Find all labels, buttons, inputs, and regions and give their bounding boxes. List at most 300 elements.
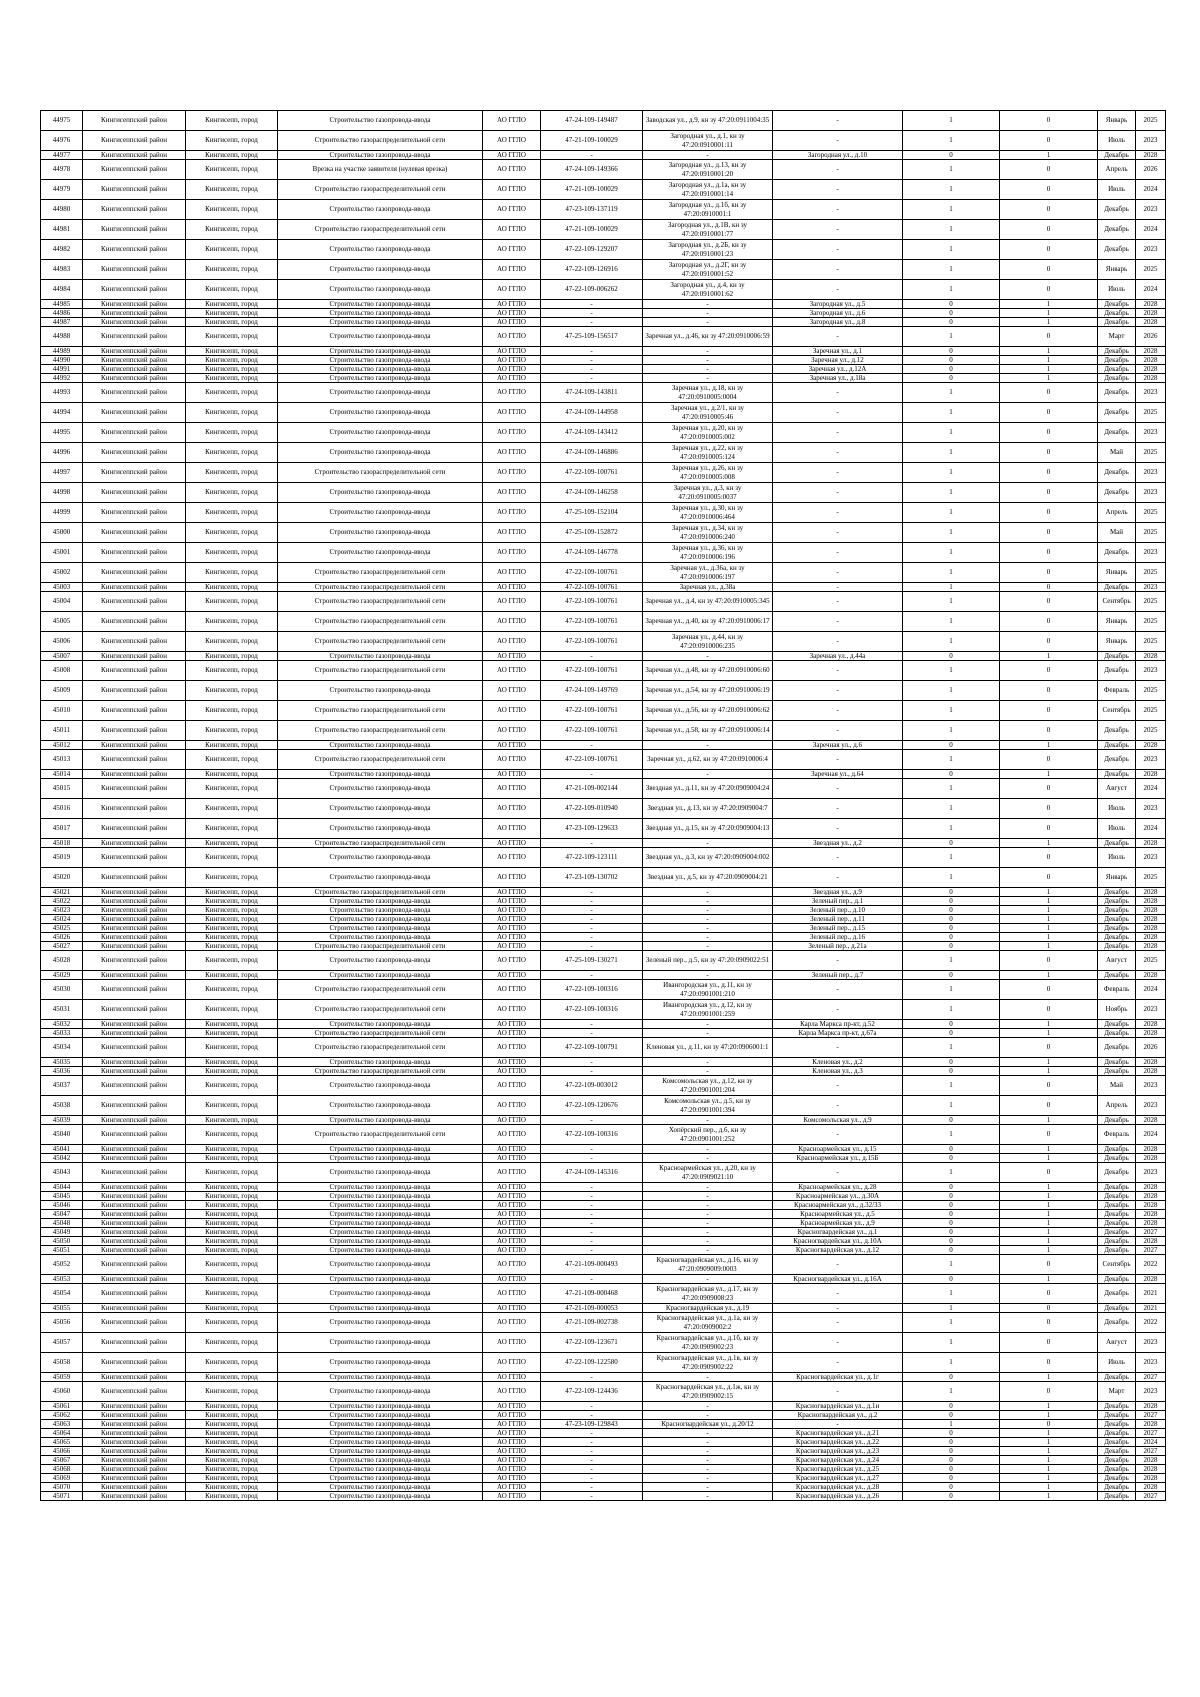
work-type-cell: Строительство газопровода-ввода [278,318,483,327]
month-cell: Сентябрь [1098,592,1136,612]
month-cell: Декабрь [1098,543,1136,563]
street-address-cell: - [773,200,903,220]
work-type-cell: Строительство газопровода-ввода [278,374,483,383]
cadastral-address-cell: Загородная ул., д.13, кн зу 47:20:0910001:20 [643,160,773,180]
work-type-cell: Строительство газораспределительной сети [278,131,483,151]
cadastral-address-cell: - [643,1465,773,1474]
row-number-cell: 45071 [41,1492,83,1501]
year-cell: 2025 [1136,563,1166,583]
cadastral-address-cell: - [643,741,773,750]
application-number-cell: 47-22-109-120676 [541,1096,643,1116]
row-number-cell: 44975 [41,111,83,131]
street-address-cell: - [773,848,903,868]
month-cell: Декабрь [1098,240,1136,260]
month-cell: Декабрь [1098,1210,1136,1219]
street-address-cell: - [773,681,903,701]
organization-cell: АО ГГЛО [483,980,541,1000]
count-1-cell: 0 [903,1020,1000,1029]
work-type-cell: Строительство газопровода-ввода [278,1313,483,1333]
work-type-cell: Строительство газопровода-ввода [278,383,483,403]
cadastral-address-cell: - [643,1402,773,1411]
organization-cell: АО ГГЛО [483,632,541,652]
cadastral-address-cell: Красногвардейская ул., д.16, кн зу 47:20:0909009:0003 [643,1255,773,1275]
count-2-cell: 1 [1000,309,1098,318]
organization-cell: АО ГГЛО [483,180,541,200]
count-2-cell: 0 [1000,280,1098,300]
settlement-cell: Кингисепп, город [186,318,278,327]
application-number-cell: 47-24-109-143412 [541,423,643,443]
month-cell: Декабрь [1098,839,1136,848]
district-cell: Кингисеппский район [83,463,186,483]
application-number-cell: - [541,770,643,779]
application-number-cell: - [541,915,643,924]
application-number-cell: 47-22-109-123671 [541,1333,643,1353]
cadastral-address-cell: Хопёрский пер., д.6, кн зу 47:20:0901001:252 [643,1125,773,1145]
work-type-cell: Строительство газопровода-ввода [278,1192,483,1201]
count-2-cell: 1 [1000,897,1098,906]
count-2-cell: 0 [1000,563,1098,583]
street-address-cell: Зеленый пер., д.16 [773,933,903,942]
application-number-cell: - [541,652,643,661]
application-number-cell: 47-22-109-100761 [541,612,643,632]
row-number-cell: 44990 [41,356,83,365]
cadastral-address-cell: - [643,1411,773,1420]
table-row [41,383,1166,403]
table-row [41,951,1166,971]
count-2-cell: 0 [1000,799,1098,819]
settlement-cell: Кингисепп, город [186,160,278,180]
work-type-cell: Строительство газопровода-ввода [278,1163,483,1183]
district-cell: Кингисеппский район [83,131,186,151]
street-address-cell: - [773,503,903,523]
street-address-cell: Зеленый пер., д.10 [773,906,903,915]
year-cell: 2027 [1136,1246,1166,1255]
month-cell: Июль [1098,819,1136,839]
work-type-cell: Строительство газопровода-ввода [278,443,483,463]
table-row [41,661,1166,681]
year-cell: 2027 [1136,1447,1166,1456]
month-cell: Декабрь [1098,897,1136,906]
row-number-cell: 45020 [41,868,83,888]
district-cell: Кингисеппский район [83,721,186,741]
application-number-cell: 47-22-109-124436 [541,1382,643,1402]
work-type-cell: Строительство газопровода-ввода [278,347,483,356]
count-2-cell: 0 [1000,403,1098,423]
application-number-cell: - [541,1447,643,1456]
month-cell: Декабрь [1098,1483,1136,1492]
year-cell: 2024 [1136,220,1166,240]
settlement-cell: Кингисепп, город [186,612,278,632]
count-1-cell: 1 [903,1038,1000,1058]
table-row [41,1275,1166,1284]
table-row [41,612,1166,632]
count-2-cell: 0 [1000,661,1098,681]
district-cell: Кингисеппский район [83,563,186,583]
settlement-cell: Кингисепп, город [186,799,278,819]
count-1-cell: 1 [903,160,1000,180]
settlement-cell: Кингисепп, город [186,327,278,347]
organization-cell: АО ГГЛО [483,300,541,309]
settlement-cell: Кингисепп, город [186,779,278,799]
count-2-cell: 1 [1000,151,1098,160]
row-number-cell: 45067 [41,1456,83,1465]
row-number-cell: 44992 [41,374,83,383]
year-cell: 2023 [1136,1333,1166,1353]
month-cell: Декабрь [1098,347,1136,356]
street-address-cell: - [773,1353,903,1373]
work-type-cell: Строительство газопровода-ввода [278,1465,483,1474]
table-row [41,543,1166,563]
cadastral-address-cell: - [643,356,773,365]
district-cell: Кингисеппский район [83,848,186,868]
district-cell: Кингисеппский район [83,1333,186,1353]
year-cell: 2023 [1136,848,1166,868]
month-cell: Январь [1098,632,1136,652]
count-2-cell: 1 [1000,1067,1098,1076]
district-cell: Кингисеппский район [83,839,186,848]
cadastral-address-cell: Загородная ул., д.1б, кн зу 47:20:0910001:1 [643,200,773,220]
district-cell: Кингисеппский район [83,327,186,347]
year-cell: 2025 [1136,592,1166,612]
count-1-cell: 0 [903,365,1000,374]
street-address-cell: Заречная ул., д.12 [773,356,903,365]
count-2-cell: 1 [1000,318,1098,327]
month-cell: Декабрь [1098,924,1136,933]
district-cell: Кингисеппский район [83,951,186,971]
year-cell: 2028 [1136,1029,1166,1038]
district-cell: Кингисеппский район [83,750,186,770]
work-type-cell: Строительство газопровода-ввода [278,652,483,661]
table-row [41,1038,1166,1058]
organization-cell: АО ГГЛО [483,1313,541,1333]
application-number-cell: 47-24-109-146258 [541,483,643,503]
table-row [41,151,1166,160]
district-cell: Кингисеппский район [83,1020,186,1029]
count-2-cell: 0 [1000,383,1098,403]
count-1-cell: 0 [903,1492,1000,1501]
row-number-cell: 44996 [41,443,83,463]
application-number-cell: 47-22-109-100761 [541,592,643,612]
year-cell: 2024 [1136,280,1166,300]
count-2-cell: 0 [1000,951,1098,971]
year-cell: 2025 [1136,503,1166,523]
month-cell: Декабрь [1098,423,1136,443]
work-type-cell: Строительство газопровода-ввода [278,1382,483,1402]
cadastral-address-cell: Звездная ул., д.5, кн зу 47:20:0909004:21 [643,868,773,888]
application-number-cell: 47-24-109-149487 [541,111,643,131]
cadastral-address-cell: - [643,151,773,160]
organization-cell: АО ГГЛО [483,523,541,543]
district-cell: Кингисеппский район [83,1492,186,1501]
application-number-cell: - [541,1237,643,1246]
table-row [41,721,1166,741]
organization-cell: АО ГГЛО [483,1154,541,1163]
row-number-cell: 45030 [41,980,83,1000]
organization-cell: АО ГГЛО [483,1058,541,1067]
table-row [41,971,1166,980]
year-cell: 2025 [1136,721,1166,741]
row-number-cell: 44989 [41,347,83,356]
row-number-cell: 45004 [41,592,83,612]
settlement-cell: Кингисепп, город [186,652,278,661]
count-2-cell: 0 [1000,1304,1098,1313]
year-cell: 2028 [1136,1067,1166,1076]
street-address-cell: Загородная ул., д.10 [773,151,903,160]
district-cell: Кингисеппский район [83,1246,186,1255]
row-number-cell: 45011 [41,721,83,741]
count-2-cell: 0 [1000,1382,1098,1402]
organization-cell: АО ГГЛО [483,1219,541,1228]
organization-cell: АО ГГЛО [483,1353,541,1373]
cadastral-address-cell: Загородная ул., д.1, кн зу 47:20:0910001:11 [643,131,773,151]
row-number-cell: 44983 [41,260,83,280]
cadastral-address-cell: Заречная ул., д.34, кн зу 47:20:0910006:240 [643,523,773,543]
work-type-cell: Строительство газопровода-ввода [278,933,483,942]
district-cell: Кингисеппский район [83,318,186,327]
count-1-cell: 0 [903,924,1000,933]
organization-cell: АО ГГЛО [483,701,541,721]
settlement-cell: Кингисепп, город [186,111,278,131]
row-number-cell: 44995 [41,423,83,443]
row-number-cell: 45066 [41,1447,83,1456]
application-number-cell: 47-24-109-145316 [541,1163,643,1183]
organization-cell: АО ГГЛО [483,1246,541,1255]
year-cell: 2028 [1136,347,1166,356]
month-cell: Декабрь [1098,374,1136,383]
street-address-cell: - [773,701,903,721]
month-cell: Июль [1098,1353,1136,1373]
work-type-cell: Строительство газопровода-ввода [278,1333,483,1353]
row-number-cell: 45023 [41,906,83,915]
organization-cell: АО ГГЛО [483,1255,541,1275]
count-2-cell: 0 [1000,1420,1098,1429]
street-address-cell: - [773,1420,903,1429]
application-number-cell: - [541,924,643,933]
application-number-cell: 47-22-109-003012 [541,1076,643,1096]
settlement-cell: Кингисепп, город [186,868,278,888]
street-address-cell: - [773,1333,903,1353]
count-2-cell: 0 [1000,240,1098,260]
cadastral-address-cell: Заречная ул., д.48, кн зу 47:20:0910006:60 [643,661,773,681]
application-number-cell: - [541,1116,643,1125]
district-cell: Кингисеппский район [83,924,186,933]
street-address-cell: - [773,1284,903,1304]
row-number-cell: 45012 [41,741,83,750]
cadastral-address-cell: - [643,1246,773,1255]
cadastral-address-cell: - [643,942,773,951]
settlement-cell: Кингисепп, город [186,924,278,933]
settlement-cell: Кингисепп, город [186,661,278,681]
district-cell: Кингисеппский район [83,300,186,309]
year-cell: 2027 [1136,1228,1166,1237]
district-cell: Кингисеппский район [83,779,186,799]
cadastral-address-cell: - [643,971,773,980]
settlement-cell: Кингисепп, город [186,1038,278,1058]
row-number-cell: 45062 [41,1411,83,1420]
count-1-cell: 0 [903,309,1000,318]
application-number-cell: - [541,1492,643,1501]
table-row [41,848,1166,868]
count-2-cell: 0 [1000,1096,1098,1116]
application-number-cell: - [541,1474,643,1483]
month-cell: Декабрь [1098,1411,1136,1420]
organization-cell: АО ГГЛО [483,1201,541,1210]
work-type-cell: Строительство газопровода-ввода [278,327,483,347]
work-type-cell: Строительство газопровода-ввода [278,741,483,750]
application-number-cell: 47-23-109-129633 [541,819,643,839]
year-cell: 2028 [1136,915,1166,924]
count-1-cell: 1 [903,200,1000,220]
settlement-cell: Кингисепп, город [186,1429,278,1438]
row-number-cell: 45039 [41,1116,83,1125]
organization-cell: АО ГГЛО [483,721,541,741]
count-2-cell: 0 [1000,1038,1098,1058]
cadastral-address-cell: Заречная ул., д.30, кн зу 47:20:0910006:464 [643,503,773,523]
table-row [41,779,1166,799]
street-address-cell: Заречная ул., д.44а [773,652,903,661]
street-address-cell: - [773,220,903,240]
street-address-cell: Красногвардейская ул., д.22 [773,1438,903,1447]
settlement-cell: Кингисепп, город [186,1438,278,1447]
table-row [41,160,1166,180]
application-number-cell: - [541,1456,643,1465]
cadastral-address-cell: - [643,1192,773,1201]
row-number-cell: 45054 [41,1284,83,1304]
street-address-cell: - [773,563,903,583]
settlement-cell: Кингисепп, город [186,365,278,374]
row-number-cell: 44997 [41,463,83,483]
application-number-cell: - [541,1154,643,1163]
settlement-cell: Кингисепп, город [186,1284,278,1304]
table-row [41,327,1166,347]
table-row [41,1228,1166,1237]
table-row [41,1000,1166,1020]
application-number-cell: - [541,1029,643,1038]
organization-cell: АО ГГЛО [483,661,541,681]
cadastral-address-cell: - [643,652,773,661]
application-number-cell: - [541,971,643,980]
year-cell: 2025 [1136,403,1166,423]
month-cell: Март [1098,1382,1136,1402]
count-1-cell: 0 [903,1465,1000,1474]
year-cell: 2024 [1136,1125,1166,1145]
table-row [41,1125,1166,1145]
application-number-cell: 47-25-109-152104 [541,503,643,523]
organization-cell: АО ГГЛО [483,356,541,365]
year-cell: 2028 [1136,839,1166,848]
month-cell: Февраль [1098,681,1136,701]
month-cell: Июль [1098,799,1136,819]
street-address-cell: - [773,180,903,200]
row-number-cell: 45014 [41,770,83,779]
application-number-cell: - [541,1067,643,1076]
count-2-cell: 0 [1000,1284,1098,1304]
settlement-cell: Кингисепп, город [186,1201,278,1210]
table-row [41,681,1166,701]
count-2-cell: 0 [1000,523,1098,543]
row-number-cell: 45063 [41,1420,83,1429]
count-1-cell: 1 [903,111,1000,131]
work-type-cell: Строительство газопровода-ввода [278,1201,483,1210]
year-cell: 2024 [1136,819,1166,839]
work-type-cell: Строительство газопровода-ввода [278,1353,483,1373]
street-address-cell: Красноармейская ул., д.5 [773,1210,903,1219]
table-row [41,240,1166,260]
organization-cell: АО ГГЛО [483,347,541,356]
settlement-cell: Кингисепп, город [186,1246,278,1255]
district-cell: Кингисеппский район [83,701,186,721]
table-row [41,701,1166,721]
district-cell: Кингисеппский район [83,1456,186,1465]
row-number-cell: 45036 [41,1067,83,1076]
table-row [41,1456,1166,1465]
count-1-cell: 0 [903,1438,1000,1447]
district-cell: Кингисеппский район [83,220,186,240]
count-2-cell: 0 [1000,1313,1098,1333]
district-cell: Кингисеппский район [83,483,186,503]
street-address-cell: - [773,779,903,799]
settlement-cell: Кингисепп, город [186,906,278,915]
street-address-cell: Красногвардейская ул., д.1и [773,1402,903,1411]
count-1-cell: 1 [903,543,1000,563]
year-cell: 2023 [1136,483,1166,503]
street-address-cell: Карла Маркса пр-кт, д.52 [773,1020,903,1029]
street-address-cell: Красногвардейская ул., д.2 [773,1411,903,1420]
count-1-cell: 0 [903,1219,1000,1228]
count-1-cell: 1 [903,799,1000,819]
year-cell: 2023 [1136,750,1166,770]
month-cell: Март [1098,327,1136,347]
year-cell: 2028 [1136,309,1166,318]
organization-cell: АО ГГЛО [483,1183,541,1192]
year-cell: 2027 [1136,1373,1166,1382]
work-type-cell: Строительство газопровода-ввода [278,1237,483,1246]
year-cell: 2028 [1136,1116,1166,1125]
settlement-cell: Кингисепп, город [186,1447,278,1456]
organization-cell: АО ГГЛО [483,942,541,951]
organization-cell: АО ГГЛО [483,280,541,300]
organization-cell: АО ГГЛО [483,200,541,220]
work-type-cell: Строительство газопровода-ввода [278,1447,483,1456]
count-1-cell: 1 [903,220,1000,240]
organization-cell: АО ГГЛО [483,612,541,632]
month-cell: Декабрь [1098,933,1136,942]
row-number-cell: 45061 [41,1402,83,1411]
organization-cell: АО ГГЛО [483,423,541,443]
table-row [41,942,1166,951]
work-type-cell: Строительство газопровода-ввода [278,423,483,443]
count-2-cell: 0 [1000,779,1098,799]
count-2-cell: 1 [1000,1438,1098,1447]
district-cell: Кингисеппский район [83,260,186,280]
count-2-cell: 1 [1000,1219,1098,1228]
street-address-cell: Звездная ул., д.2 [773,839,903,848]
work-type-cell: Строительство газопровода-ввода [278,915,483,924]
year-cell: 2022 [1136,1313,1166,1333]
organization-cell: АО ГГЛО [483,111,541,131]
table-row [41,180,1166,200]
count-1-cell: 1 [903,1420,1000,1429]
work-type-cell: Строительство газопровода-ввода [278,897,483,906]
work-type-cell: Строительство газопровода-ввода [278,1304,483,1313]
application-number-cell: 47-22-109-100761 [541,632,643,652]
street-address-cell: Заречная ул., д.12А [773,365,903,374]
street-address-cell: Красногвардейская ул., д.24 [773,1456,903,1465]
district-cell: Кингисеппский район [83,971,186,980]
street-address-cell: Красногвардейская ул., д.25 [773,1465,903,1474]
application-number-cell: - [541,347,643,356]
month-cell: Декабрь [1098,1219,1136,1228]
